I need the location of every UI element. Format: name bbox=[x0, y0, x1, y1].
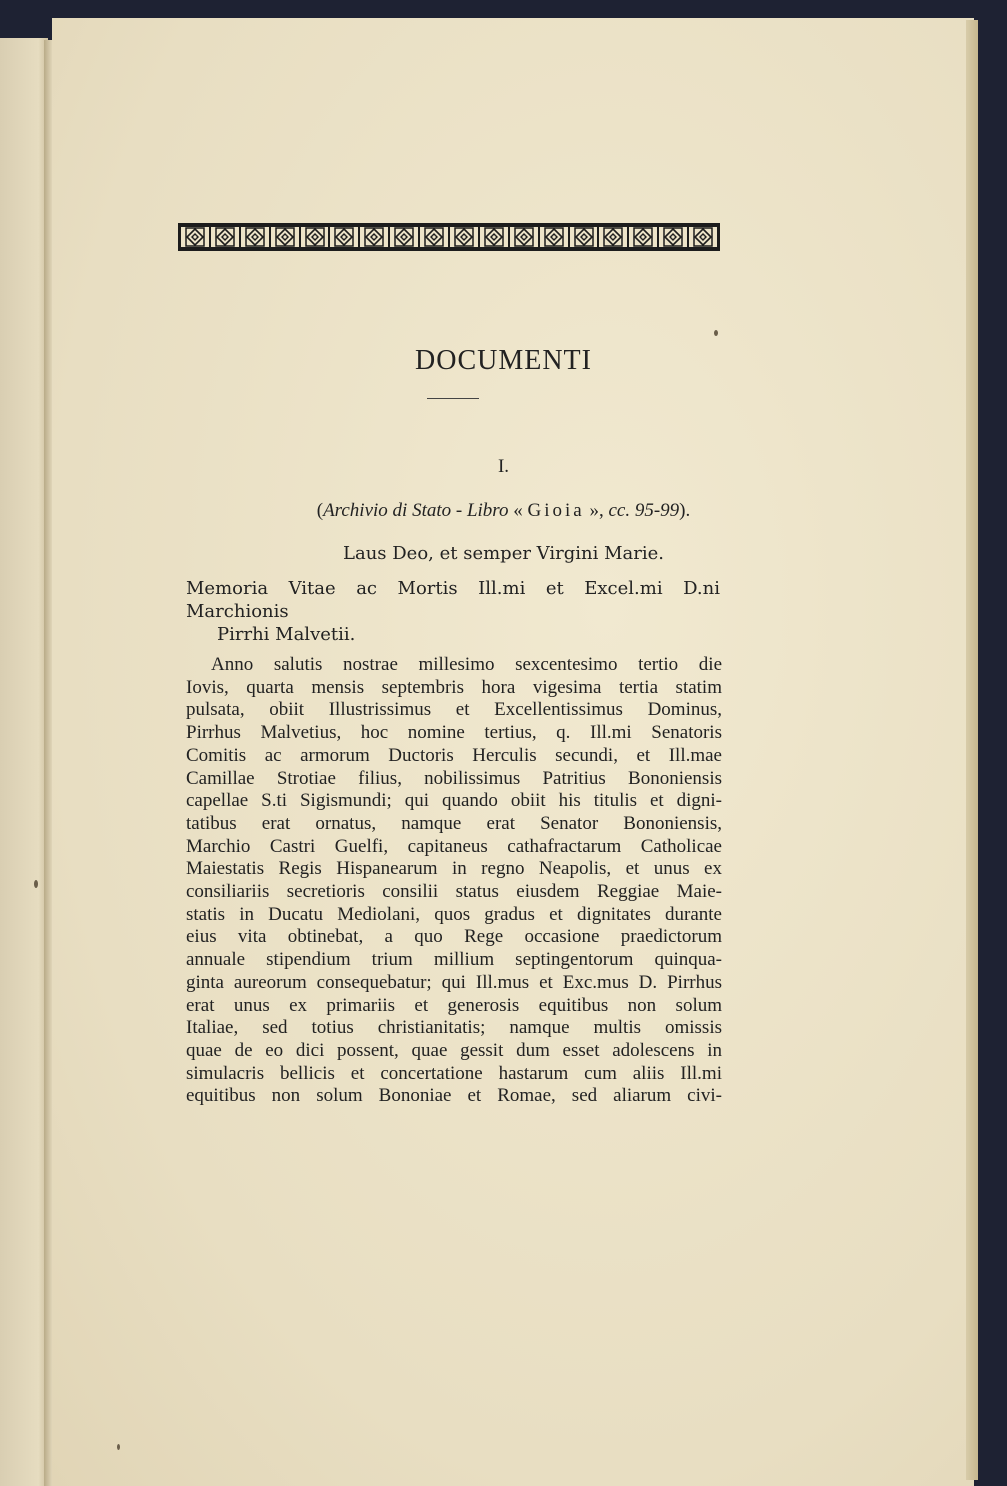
body-line: ginta aureorum consequebatur; qui Ill.mus et Exc.mus D. Pirrhus bbox=[186, 971, 722, 993]
diamond-knot-icon bbox=[510, 227, 538, 247]
diamond-knot-icon bbox=[450, 227, 478, 247]
body-line: Camillae Strotiae filius, nobilissimus Patritius Bononiensis bbox=[186, 767, 722, 789]
diamond-knot-icon bbox=[211, 227, 239, 247]
paper-speck bbox=[34, 880, 38, 888]
body-line: statis in Ducatu Mediolani, quos gradus et dignitates durante bbox=[186, 903, 722, 925]
paper-speck bbox=[714, 330, 718, 336]
source-citation bbox=[0, 500, 1007, 522]
diamond-knot-icon bbox=[629, 227, 657, 247]
diamond-knot-icon bbox=[271, 227, 299, 247]
source-close: ). bbox=[679, 500, 691, 521]
source-archive: Archivio di Stato - Libro bbox=[323, 500, 509, 521]
body-line: Iovis, quarta mensis septembris hora vigesima tertia statim bbox=[186, 676, 722, 698]
body-line: simulacris bellicis et concertatione hastarum cum aliis Ill.mi bbox=[186, 1062, 722, 1084]
source-quote-open: « bbox=[508, 500, 528, 521]
page-edge bbox=[966, 20, 978, 1480]
body-line: Comitis ac armorum Ductoris Herculis secundi, et Ill.mae bbox=[186, 744, 722, 766]
diamond-knot-icon bbox=[301, 227, 329, 247]
diamond-knot-icon bbox=[480, 227, 508, 247]
diamond-knot-icon bbox=[689, 227, 717, 247]
diamond-knot-icon bbox=[540, 227, 568, 247]
source-quote-close: », bbox=[584, 500, 609, 521]
body-line: annuale stipendium trium millium septingentorum quinqua- bbox=[186, 949, 722, 971]
source-pages: cc. 95-99 bbox=[608, 500, 680, 521]
memoria-heading bbox=[186, 577, 720, 646]
decorative-ornament-band bbox=[178, 223, 720, 251]
body-line: equitibus non solum Bononiae et Romae, sed aliarum civi- bbox=[186, 1085, 722, 1107]
title-rule bbox=[427, 398, 479, 399]
diamond-knot-icon bbox=[570, 227, 598, 247]
source-book: Gioia bbox=[527, 500, 585, 521]
body-line: consiliariis secretioris consilii status eiusdem Reggiae Maie- bbox=[186, 881, 722, 903]
diamond-knot-icon bbox=[599, 227, 627, 247]
diamond-knot-icon bbox=[420, 227, 448, 247]
left-page-margin bbox=[0, 38, 48, 1486]
body-line: erat unus ex primariis et generosis equitibus non solum bbox=[186, 994, 722, 1016]
section-number: I. bbox=[497, 456, 510, 477]
source-open: ( bbox=[316, 500, 324, 521]
paper-speck bbox=[117, 1444, 120, 1450]
body-line: Maiestatis Regis Hispanearum in regno Neapolis, et unus ex bbox=[186, 858, 722, 880]
body-line: Anno salutis nostrae millesimo sexcentesimo tertio die bbox=[211, 654, 722, 675]
body-line: quae de eo dici possent, quae gessit dum esset adolescens in bbox=[186, 1039, 722, 1061]
diamond-knot-icon bbox=[390, 227, 418, 247]
diamond-knot-icon bbox=[330, 227, 358, 247]
memoria-line-2: Pirrhi Malvetii. bbox=[217, 624, 356, 645]
document-body bbox=[186, 654, 722, 1108]
body-line: eius vita obtinebat, a quo Rege occasione praedictorum bbox=[186, 926, 722, 948]
body-line: Pirrhus Malvetius, hoc nomine tertius, q. Ill.mi Senatoris bbox=[186, 722, 722, 744]
diamond-knot-icon bbox=[241, 227, 269, 247]
body-line: Marchio Castri Guelfi, capitaneus cathafractarum Catholicae bbox=[186, 835, 722, 857]
memoria-line-1: Memoria Vitae ac Mortis Ill.mi et Excel.mi D.ni Marchionis bbox=[186, 578, 720, 622]
body-line: capellae S.ti Sigismundi; qui quando obiit his titulis et digni- bbox=[186, 790, 722, 812]
invocation-line: Laus Deo, et semper Virgini Marie. bbox=[343, 543, 664, 564]
body-line: pulsata, obiit Illustrissimus et Excellentissimus Dominus, bbox=[186, 699, 722, 721]
diamond-knot-icon bbox=[181, 227, 209, 247]
diamond-knot-icon bbox=[360, 227, 388, 247]
body-line: tatibus erat ornatus, namque erat Senator Bononiensis, bbox=[186, 812, 722, 834]
diamond-knot-icon bbox=[659, 227, 687, 247]
body-line: Italiae, sed totius christianitatis; namque multis omissis bbox=[186, 1017, 722, 1039]
page-title: DOCUMENTI bbox=[415, 345, 592, 376]
